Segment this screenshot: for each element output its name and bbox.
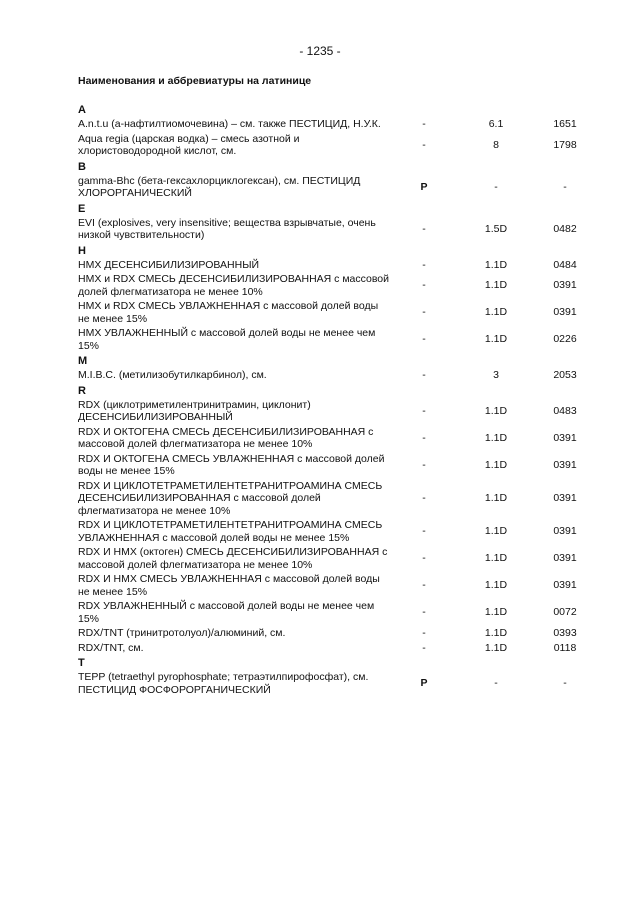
entry-name: M.I.B.C. (метилизобутилкарбинол), см. (78, 369, 267, 381)
un-number: 0391 (553, 279, 577, 292)
entry-name: RDX/TNT, см. (78, 641, 144, 654)
table-row (78, 327, 577, 352)
table-row (78, 118, 577, 131)
entry-name: HMX и RDX СМЕСЬ ДЕСЕНСИБИЛИЗИРОВАННАЯ с массовой долей флегматизатора не менее 10% (78, 273, 390, 298)
table-row (78, 519, 577, 544)
un-number: - (563, 180, 567, 193)
class-marker: - (422, 627, 426, 639)
un-number: 0391 (553, 431, 577, 444)
entry-name: RDX (циклотриметилентринитрамин, циклонит) ДЕСЕНСИБИЛИЗИРОВАННЫЙ (78, 398, 311, 423)
hazard-class: 1.1D (484, 458, 508, 471)
entry-name: RDX И ЦИКЛОТЕТРАМЕТИЛЕНТЕТРАНИТРОАМИНА СМЕСЬ УВЛАЖНЕННАЯ с массовой долей воды не менее 15% (78, 519, 383, 544)
table-row (78, 300, 577, 325)
table-row (78, 573, 577, 598)
class-marker: - (422, 492, 426, 504)
page-number: - 1235 - (299, 44, 341, 58)
un-number: 0483 (553, 404, 577, 417)
class-marker: - (422, 404, 426, 417)
entry-name: RDX И ЦИКЛОТЕТРАМЕТИЛЕНТЕТРАНИТРОАМИНА СМЕСЬ ДЕСЕНСИБИЛИЗИРОВАННАЯ с массовой долей флегматизатора не менее 10% (78, 479, 383, 517)
class-marker: - (422, 641, 426, 654)
un-number: 0393 (553, 627, 577, 639)
entry-name: HMX ДЕСЕНСИБИЛИЗИРОВАННЫЙ (78, 258, 260, 271)
table-row (78, 216, 577, 242)
class-marker: - (422, 118, 426, 130)
hazard-class: 1.1D (484, 627, 508, 639)
entry-name: EVI (explosives, very insensitive; вещества взрывчатые, очень низкой чувствительности) (78, 216, 376, 241)
entry-name: RDX И ОКТОГЕНА СМЕСЬ ДЕСЕНСИБИЛИЗИРОВАННАЯ с массовой долей флегматизатора не менее 10% (78, 425, 374, 450)
un-number: 0391 (553, 306, 577, 319)
un-number: 0484 (553, 258, 577, 271)
class-marker: P (420, 677, 428, 690)
class-marker: - (422, 306, 426, 319)
hazard-class: 1.1D (484, 641, 508, 654)
entry-name: A.n.t.u (а-нафтилтиомочевина) – см. также ПЕСТИЦИД, Н.У.К. (78, 118, 381, 130)
table-row (78, 479, 577, 518)
table-row (78, 600, 577, 625)
un-number: 0391 (553, 552, 577, 565)
hazard-class: 1.1D (484, 258, 508, 271)
table-row (78, 425, 577, 451)
un-number: 0391 (553, 525, 577, 538)
hazard-class: - (494, 677, 498, 690)
entry-name: gamma-Bhc (бета-гексахлорциклогексан), см. ПЕСТИЦИД ХЛОРОРГАНИЧЕСКИЙ (78, 174, 361, 199)
class-marker: - (422, 552, 426, 565)
hazard-class: 6.1 (488, 118, 504, 130)
un-number: 0226 (553, 333, 577, 346)
class-marker: - (422, 458, 426, 471)
entry-name: RDX УВЛАЖНЕННЫЙ с массовой долей воды не менее чем 15% (78, 600, 375, 625)
entry-name: HMX УВЛАЖНЕННЫЙ с массовой долей воды не менее чем 15% (78, 327, 376, 352)
table-row (78, 174, 567, 200)
class-marker: - (422, 369, 426, 381)
table-row (78, 258, 577, 272)
hazard-class: 1.1D (484, 552, 508, 565)
hazard-class: 1.1D (484, 279, 508, 292)
entry-name: Aqua regia (царская водка) – смесь азотной и хлористоводородной кислот, см. (78, 132, 300, 157)
class-marker: - (422, 579, 426, 592)
un-number: 0118 (553, 641, 577, 654)
section-letter: H (78, 244, 86, 257)
class-marker: - (422, 525, 426, 538)
section-letter: M (78, 355, 88, 367)
un-number: 0391 (553, 579, 577, 592)
un-number: 0391 (553, 492, 577, 504)
table-row (78, 452, 577, 478)
entry-name: HMX и RDX СМЕСЬ УВЛАЖНЕННАЯ с массовой долей воды не менее 15% (78, 300, 379, 325)
substance-table (78, 103, 577, 698)
table-row (78, 671, 567, 696)
hazard-class: 1.1D (484, 579, 508, 592)
table-row (78, 398, 577, 424)
table-row (78, 627, 577, 640)
table-row (78, 369, 577, 382)
hazard-class: 1.1D (484, 525, 508, 538)
section-letter: B (78, 160, 86, 173)
entry-name: RDX И ОКТОГЕНА СМЕСЬ УВЛАЖНЕННАЯ с массовой долей воды не менее 15% (78, 452, 385, 477)
table-row (78, 132, 577, 158)
un-number: - (563, 677, 567, 690)
un-number: 1651 (553, 118, 577, 130)
entry-name: RDX И HMX (октоген) СМЕСЬ ДЕСЕНСИБИЛИЗИРОВАННАЯ с массовой долей флегматизатора не менее 10% (78, 546, 388, 571)
un-number: 1798 (553, 138, 577, 151)
class-marker: - (422, 606, 426, 619)
hazard-class: 1.5D (484, 222, 508, 235)
table-row (78, 641, 577, 655)
entry-name: TEPP (tetraethyl pyrophosphate; тетраэтилпирофосфат), см. ПЕСТИЦИД ФОСФОРОРГАНИЧЕСКИЙ (78, 671, 369, 696)
class-marker: - (422, 222, 426, 235)
section-letter: E (78, 202, 86, 215)
class-marker: - (422, 333, 426, 346)
section-letter: A (78, 104, 86, 116)
class-marker: - (422, 258, 426, 271)
section-letter: T (78, 657, 85, 669)
table-row (78, 546, 577, 571)
un-number: 2053 (553, 369, 577, 381)
hazard-class: 3 (493, 369, 499, 381)
class-marker: - (422, 279, 426, 292)
un-number: 0391 (553, 458, 577, 471)
class-marker: - (422, 138, 426, 151)
hazard-class: 1.1D (484, 606, 508, 619)
page-heading: Наименования и аббревиатуры на латинице (78, 75, 312, 87)
un-number: 0482 (553, 222, 577, 235)
hazard-class: 1.1D (484, 431, 508, 444)
hazard-class: 1.1D (484, 333, 508, 346)
table-row (78, 273, 577, 298)
class-marker: - (422, 431, 426, 444)
hazard-class: 1.1D (484, 404, 508, 417)
hazard-class: 1.1D (484, 492, 508, 504)
un-number: 0072 (553, 606, 577, 619)
entry-name: RDX И HMX СМЕСЬ УВЛАЖНЕННАЯ с массовой долей воды не менее 15% (78, 573, 380, 598)
section-letter: R (78, 384, 86, 397)
hazard-class: 1.1D (484, 306, 508, 319)
class-marker: P (420, 180, 428, 193)
hazard-class: 8 (493, 138, 499, 151)
hazard-class: - (494, 180, 498, 193)
entry-name: RDX/TNT (тринитротолуол)/алюминий, см. (78, 627, 286, 639)
